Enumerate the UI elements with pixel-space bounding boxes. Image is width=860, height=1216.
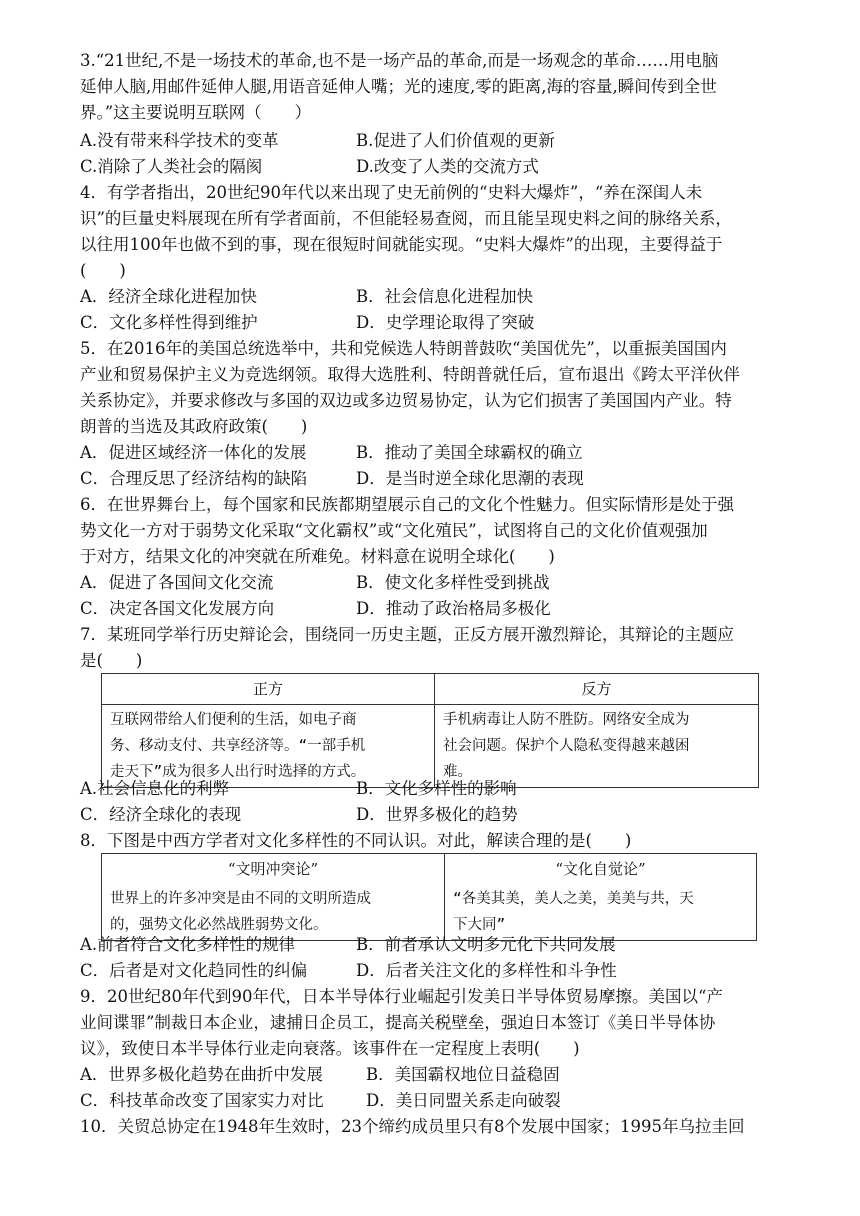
q7-debate-table (101, 673, 759, 788)
q7-pro-line-3: 走天下”成为很多人出行时选择的方式。 (110, 764, 366, 780)
q8-line-1: 8．下图是中西方学者对文化多样性的不同认识。对此，解读合理的是( ) (80, 831, 632, 850)
q6-line-3: 于对方，结果文化的冲突就在所难免。材料意在说明全球化( ) (80, 547, 555, 566)
q3-option-d: D.改变了人类的交流方式 (356, 157, 539, 176)
q7-line-1: 7．某班同学举行历史辩论会，围绕同一历史主题，正反方展开激烈辩论，其辩论的主题应 (80, 625, 734, 644)
q7-option-b: B．文化多样性的影响 (356, 779, 517, 798)
q3-line-3: 界。”这主要说明互联网（ ） (80, 103, 312, 122)
q7-option-c: C．经济全球化的表现 (80, 805, 242, 824)
q4-option-d: D．史学理论取得了突破 (356, 313, 535, 332)
q4-option-b: B．社会信息化进程加快 (356, 287, 534, 306)
q9-option-d: D．美日同盟关系走向破裂 (366, 1091, 561, 1110)
q9-option-a: A．世界多极化趋势在曲折中发展 (80, 1065, 323, 1084)
q8-left-line-1: 世界上的许多冲突是由不同的文明所造成 (110, 891, 371, 907)
q7-con-line-3: 难。 (443, 764, 472, 780)
q5-option-a: A．促进区域经济一体化的发展 (80, 443, 307, 462)
q3-line-1: 3.“21世纪,不是一场技术的革命,也不是一场产品的革命,而是一场观念的革命……用电脑 (80, 51, 719, 70)
q6-option-a: A．促进了各国间文化交流 (80, 573, 274, 592)
q7-pro-line-2: 务、移动支付、共享经济等。“一部手机 (110, 738, 366, 754)
q5-line-3: 关系协定》，并要求修改与多国的双边或多边贸易协定，认为它们损害了美国国内产业。特 (80, 391, 732, 410)
q7-header-con: 反方 (435, 674, 759, 705)
q9-line-1: 9．20世纪80年代到90年代，日本半导体行业崛起引发美日半导体贸易摩擦。美国以“产 (80, 987, 723, 1006)
q8-option-c: C．后者是对文化趋同性的纠偏 (80, 961, 308, 980)
q9-option-c: C．科技革命改变了国家实力对比 (80, 1091, 324, 1110)
q9-line-3: 议》，致使日本半导体行业走向衰落。该事件在一定程度上表明( ) (80, 1039, 580, 1058)
q8-option-d: D．后者关注文化的多样性和斗争性 (356, 961, 617, 980)
q7-line-2: 是( ) (80, 651, 143, 670)
q4-line-3: 以往用100年也做不到的事，现在很短时间就能实现。“史料大爆炸”的出现，主要得益于 (80, 235, 723, 254)
q7-con-line-1: 手机病毒让人防不胜防。网络安全成为 (443, 712, 690, 728)
q9-option-b: B．美国霸权地位日益稳固 (366, 1065, 560, 1084)
q6-option-d: D．推动了政治格局多极化 (356, 599, 551, 618)
q6-line-1: 6．在世界舞台上，每个国家和民族都期望展示自己的文化个性魅力。但实际情形是处于强 (80, 495, 734, 514)
q3-option-a: A.没有带来科学技术的变革 (80, 131, 279, 150)
q8-option-a: A.前者符合文化多样性的规律 (80, 935, 296, 954)
q7-option-a: A.社会信息化的利弊 (80, 779, 230, 798)
q3-option-b: B.促进了人们价值观的更新 (356, 131, 555, 150)
q8-header-right: “文化自觉论” (445, 854, 757, 885)
q4-line-4: ( ) (80, 261, 126, 280)
q6-option-c: C．决定各国文化发展方向 (80, 599, 275, 618)
q8-comparison-table (101, 853, 757, 941)
q3-line-2: 延伸人脑,用邮件延伸人腿,用语音延伸人嘴；光的速度,零的距离,海的容量,瞬间传到全世 (80, 77, 717, 96)
q4-option-a: A．经济全球化进程加快 (80, 287, 257, 306)
q5-option-b: B．推动了美国全球霸权的确立 (356, 443, 583, 462)
q5-line-1: 5．在2016年的美国总统选举中，共和党候选人特朗普鼓吹“美国优先”，以重振美国国内 (80, 339, 727, 358)
q4-line-2: 识”的巨量史料展现在所有学者面前，不但能轻易查阅，而且能呈现史料之间的脉络关系， (80, 209, 732, 228)
q7-header-pro: 正方 (102, 674, 435, 705)
q3-option-c: C.消除了人类社会的隔阂 (80, 157, 263, 176)
q5-option-c: C．合理反思了经济结构的缺陷 (80, 469, 308, 488)
q8-right-line-2: 下大同” (453, 917, 506, 933)
q7-option-d: D．世界多极化的趋势 (356, 805, 518, 824)
q8-right-line-1: “各美其美，美人之美，美美与共，天 (453, 891, 694, 907)
q5-line-2: 产业和贸易保护主义为竞选纲领。取得大选胜利、特朗普就任后，宣布退出《跨太平洋伙伴 (80, 365, 740, 384)
q4-option-c: C．文化多样性得到维护 (80, 313, 258, 332)
q6-option-b: B．使文化多样性受到挑战 (356, 573, 550, 592)
q9-line-2: 业间谍罪”制裁日本企业，逮捕日企员工，提高关税壁垒，强迫日本签订《美日半导体协 (80, 1013, 716, 1032)
q5-option-d: D．是当时逆全球化思潮的表现 (356, 469, 584, 488)
q6-line-2: 势文化一方对于弱势文化采取“文化霸权”或“文化殖民”，试图将自己的文化价值观强加 (80, 521, 708, 540)
q7-pro-line-1: 互联网带给人们便利的生活，如电子商 (110, 712, 357, 728)
q8-option-b: B．前者承认文明多元化下共同发展 (356, 935, 616, 954)
q10-line-1: 10．关贸总协定在1948年生效时，23个缔约成员里只有8个发展中国家；1995年乌拉圭回 (80, 1117, 745, 1136)
q4-line-1: 4．有学者指出，20世纪90年代以来出现了史无前例的“史料大爆炸”，“养在深闺人未 (80, 183, 703, 202)
q7-con-line-2: 社会问题。保护个人隐私变得越来越困 (443, 738, 690, 754)
q8-header-left: “文明冲突论” (102, 854, 445, 885)
q5-line-4: 朗普的当选及其政府政策( ) (80, 417, 308, 436)
q8-left-line-2: 的，强势文化必然战胜弱势文化。 (110, 917, 328, 933)
